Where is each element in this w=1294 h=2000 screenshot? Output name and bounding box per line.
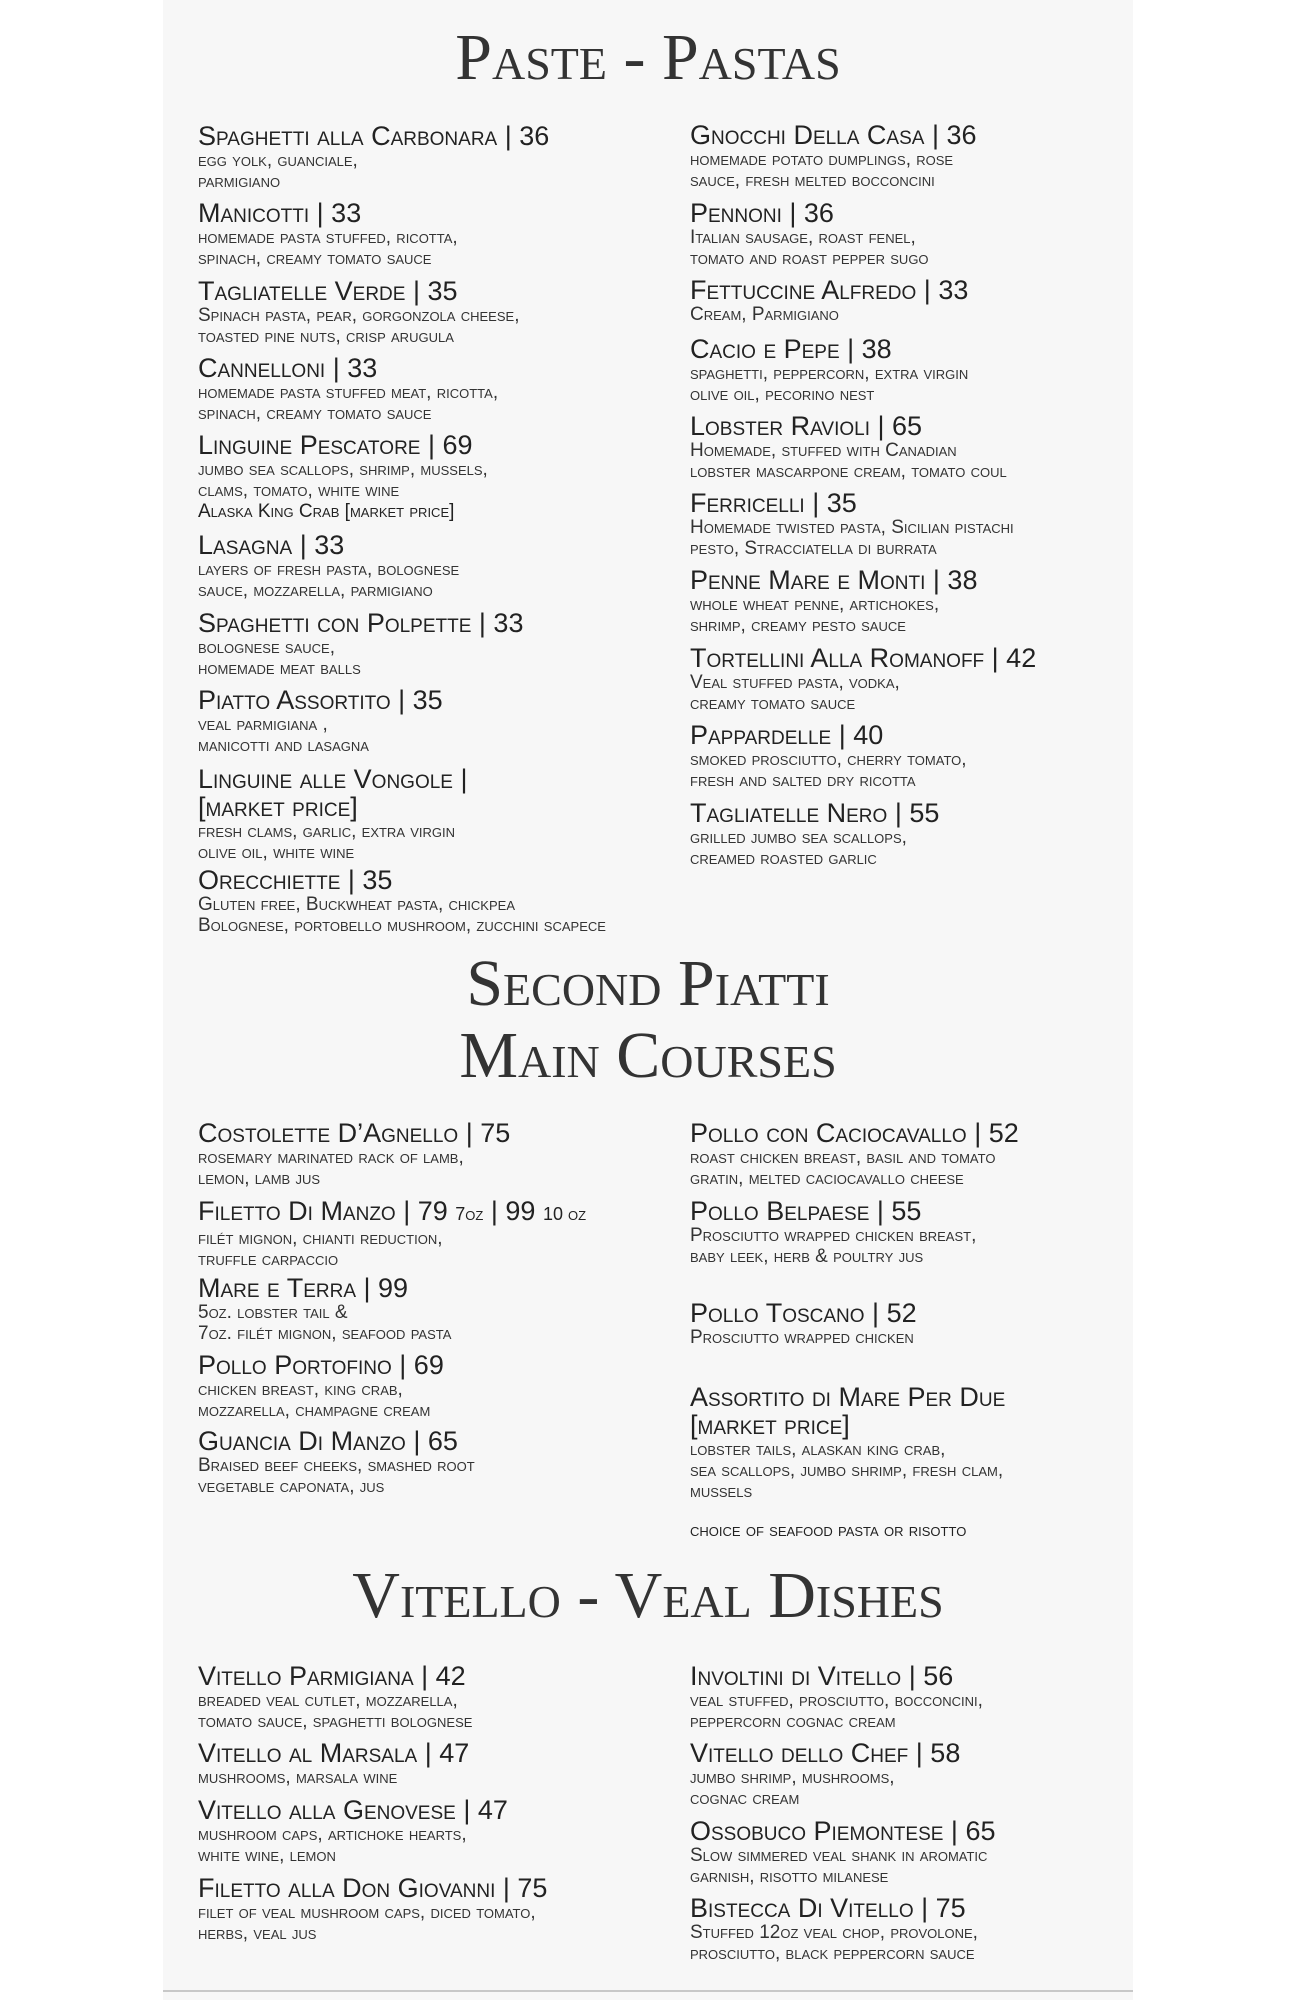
item-name: Vitello Parmigiana | 42 (198, 1661, 466, 1691)
item-name: Tortellini Alla Romanoff | 42 (690, 645, 1037, 673)
menu-item (690, 200, 1130, 269)
item-desc: bolognese sauce, homemade meat balls (198, 637, 361, 679)
menu-item (690, 1198, 1130, 1267)
item-desc: mushroom caps, artichoke hearts, white wine, lemon (198, 1824, 467, 1866)
item-name: Ossobuco Piemontese | 65 (690, 1816, 996, 1846)
menu-item (198, 1797, 698, 1866)
item-name: Vitello al Marsala | 47 (198, 1738, 470, 1768)
item-extra: choice of seafood pasta or risotto (690, 1520, 967, 1541)
menu-item (198, 765, 698, 863)
menu-item (198, 200, 698, 269)
item-desc: Homemade, stuffed with Canadian lobster mascarpone cream, tomato coul (690, 440, 1007, 482)
menu-item (690, 1120, 1130, 1189)
item-desc: chicken breast, king crab, mozzarella, champagne cream (198, 1379, 431, 1421)
item-desc: grilled jumbo sea scallops, creamed roasted garlic (690, 827, 907, 869)
item-desc: veal parmigiana , manicotti and lasagna (198, 714, 369, 756)
item-desc: jumbo sea scallops, shrimp, mussels, clams, tomato, white wine (198, 459, 488, 501)
menu-item (198, 1275, 698, 1344)
item-name: Spaghetti con Polpette | 33 (198, 608, 524, 638)
item-desc: homemade potato dumplings, rose sauce, fresh melted bocconcini (690, 149, 954, 191)
item-name: Penne Mare e Monti | 38 (690, 567, 978, 595)
item-desc: breaded veal cutlet, mozzarella, tomato sauce, spaghetti bolognese (198, 1690, 473, 1732)
menu-item (198, 687, 698, 756)
item-desc: Braised beef cheeks, smashed root vegetable caponata, jus (198, 1455, 475, 1497)
price-text: Filetto Di Manzo | 79 (198, 1196, 448, 1226)
item-name: Vitello dello Chef | 58 (690, 1738, 961, 1768)
item-name: Vitello alla Genovese | 47 (198, 1795, 508, 1825)
item-desc: fresh clams, garlic, extra virgin olive oil, white wine (198, 821, 456, 863)
item-desc: filét mignon, chianti reduction, truffle carpaccio (198, 1228, 443, 1270)
item-desc: Italian sausage, roast fenel, tomato and roast pepper sugo (690, 227, 929, 269)
item-desc: Gluten free, Buckwheat pasta, chickpea Bolognese, portobello mushroom, zucchini scapece (198, 894, 606, 936)
item-name: Ferricelli | 35 (690, 490, 857, 518)
item-name: Cacio e Pepe | 38 (690, 336, 892, 364)
menu-item (690, 277, 1130, 325)
item-name: Piatto Assortito | 35 (198, 685, 443, 715)
item-desc: veal stuffed, prosciutto, bocconcini, peppercorn cognac cream (690, 1690, 983, 1732)
menu-item (198, 355, 698, 424)
item-desc: Stuffed 12oz veal chop, provolone, prosciutto, black peppercorn sauce (690, 1922, 978, 1964)
menu-item (198, 1198, 698, 1270)
section-title-pastas: Paste - Pastas (455, 21, 841, 94)
item-name: Pollo Toscano | 52 (690, 1298, 917, 1328)
item-desc: rosemary marinated rack of lamb, lemon, lamb jus (198, 1147, 464, 1189)
item-desc: 5oz. lobster tail & 7oz. filét mignon, seafood pasta (198, 1302, 452, 1344)
item-name: Pennoni | 36 (690, 200, 834, 228)
menu-item (198, 123, 698, 192)
item-name: Fettuccine Alfredo | 33 (690, 277, 969, 305)
item-desc: jumbo shrimp, mushrooms, cognac cream (690, 1767, 895, 1809)
menu-item (690, 645, 1130, 714)
item-desc: whole wheat penne, artichokes, shrimp, creamy pesto sauce (690, 594, 940, 636)
menu-item (690, 1300, 1130, 1348)
item-desc: spaghetti, peppercorn, extra virgin olive oil, pecorino nest (690, 363, 969, 405)
item-name: Lobster Ravioli | 65 (690, 413, 923, 441)
item-name: Linguine alle Vongole | [market price] (198, 764, 468, 822)
item-name: Pollo Portofino | 69 (198, 1350, 444, 1380)
item-desc: mushrooms, marsala wine (198, 1767, 398, 1788)
size-label: 7oz (455, 1204, 484, 1224)
price-text: | 99 (483, 1196, 536, 1226)
menu-item (198, 1428, 698, 1497)
menu-item (690, 336, 1130, 405)
menu-item (198, 1120, 698, 1189)
item-name: Lasagna | 33 (198, 530, 345, 560)
item-name: Linguine Pescatore | 69 (198, 430, 473, 460)
item-name: Costolette D’Agnello | 75 (198, 1118, 511, 1148)
section-title-veal: Vitello - Veal Dishes (352, 1559, 944, 1632)
item-desc: lobster tails, alaskan king crab, sea scallops, jumbo shrimp, fresh clam, mussels (690, 1439, 1004, 1502)
item-name: Manicotti | 33 (198, 198, 362, 228)
item-name: Spaghetti alla Carbonara | 36 (198, 121, 550, 151)
size-label: 10 oz (542, 1204, 587, 1224)
item-name: Filetto alla Don Giovanni | 75 (198, 1873, 548, 1903)
item-name: Tagliatelle Verde | 35 (198, 276, 458, 306)
item-desc: Slow simmered veal shank in aromatic garnish, risotto milanese (690, 1845, 988, 1887)
item-desc: Cream, Parmigiano (690, 304, 839, 325)
menu-item (690, 1663, 1130, 1732)
item-desc: Veal stuffed pasta, vodka, creamy tomato sauce (690, 672, 900, 714)
item-desc: egg yolk, guanciale, parmigiano (198, 150, 358, 192)
menu-item (690, 1895, 1130, 1964)
item-name: Pollo Belpaese | 55 (690, 1196, 922, 1226)
item-name: Tagliatelle Nero | 55 (690, 800, 940, 828)
menu-item (690, 413, 1130, 482)
menu-item (198, 432, 698, 523)
menu-item (690, 1818, 1130, 1887)
item-extra: Alaska King Crab [market price] (198, 501, 455, 522)
section-title-second-piatti: Second Piatti (466, 947, 830, 1020)
menu-item (198, 1663, 698, 1732)
bottom-divider (163, 1990, 1133, 1992)
item-name: Mare e Terra | 99 (198, 1273, 409, 1303)
item-name: Gnocchi Della Casa | 36 (690, 122, 977, 150)
menu-item (690, 800, 1130, 869)
menu-item (690, 567, 1130, 636)
menu-item (690, 1383, 1130, 1542)
menu-item (198, 610, 698, 679)
item-name: Assortito di Mare Per Due [market price] (690, 1382, 1006, 1440)
section-title-main-courses: Main Courses (459, 1019, 837, 1092)
item-desc: Prosciutto wrapped chicken breast, baby leek, herb & poultry jus (690, 1225, 977, 1267)
item-name: Pollo con Caciocavallo | 52 (690, 1118, 1019, 1148)
item-desc: homemade pasta stuffed, ricotta, spinach, creamy tomato sauce (198, 227, 458, 269)
menu-item (198, 1875, 698, 1944)
item-desc: homemade pasta stuffed meat, ricotta, spinach, creamy tomato sauce (198, 382, 499, 424)
menu-item (198, 1352, 698, 1421)
item-desc: filet of veal mushroom caps, diced tomato, herbs, veal jus (198, 1902, 536, 1944)
menu-item (690, 490, 1130, 559)
item-desc: smoked prosciutto, cherry tomato, fresh and salted dry ricotta (690, 749, 967, 791)
item-name: Orecchiette | 35 (198, 865, 393, 895)
menu-item (198, 532, 698, 601)
item-desc: roast chicken breast, basil and tomato gratin, melted caciocavallo cheese (690, 1147, 996, 1189)
menu-item (198, 867, 838, 936)
menu-item (690, 722, 1130, 791)
item-name: Guancia Di Manzo | 65 (198, 1426, 458, 1456)
item-desc: Homemade twisted pasta, Sicilian pistachi pesto, Stracciatella di burrata (690, 517, 1014, 559)
menu-item (198, 1740, 698, 1788)
item-desc: Prosciutto wrapped chicken (690, 1327, 914, 1348)
item-name: Cannelloni | 33 (198, 353, 378, 383)
menu-item (690, 122, 1130, 191)
item-name (198, 1198, 698, 1228)
item-desc: Spinach pasta, pear, gorgonzola cheese, toasted pine nuts, crisp arugula (198, 305, 520, 347)
item-desc: layers of fresh pasta, bolognese sauce, mozzarella, parmigiano (198, 559, 460, 601)
item-name: Pappardelle | 40 (690, 722, 884, 750)
menu-item (690, 1740, 1130, 1809)
menu-item (198, 278, 698, 347)
item-name: Involtini di Vitello | 56 (690, 1661, 954, 1691)
item-name: Bistecca Di Vitello | 75 (690, 1893, 966, 1923)
